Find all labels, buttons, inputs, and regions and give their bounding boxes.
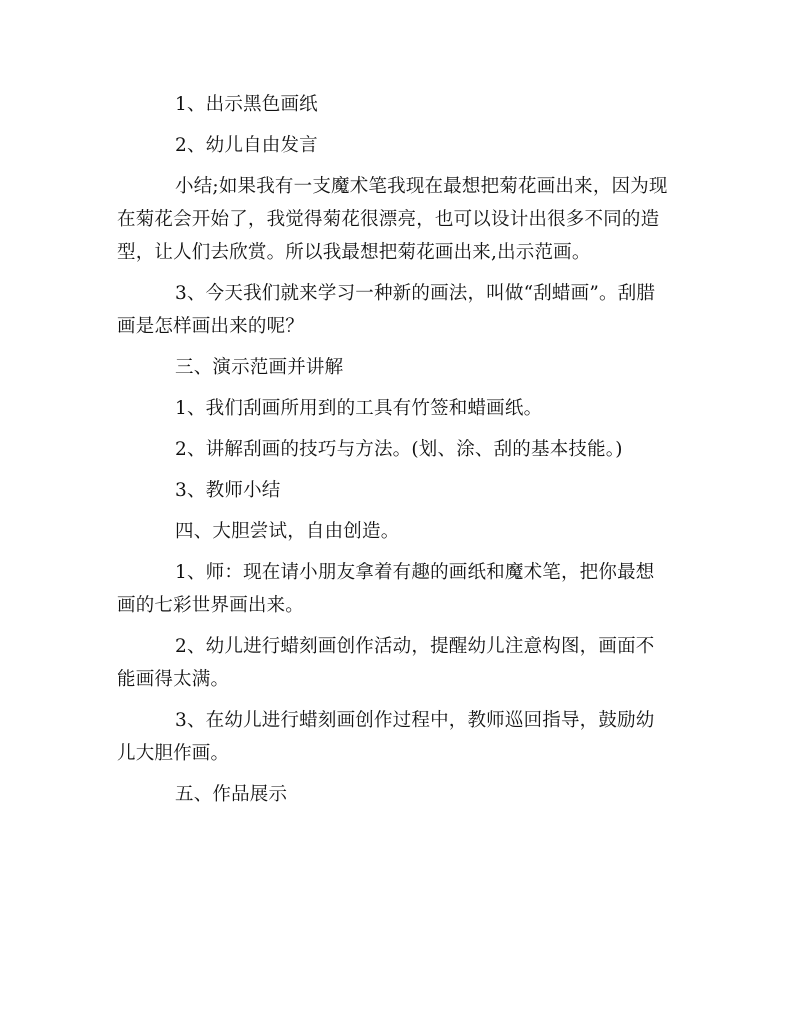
paragraph-teacher-instruction: 1、师：现在请小朋友拿着有趣的画纸和魔术笔，把你最想画的七彩世界画出来。 [117,562,655,616]
paragraph-new-method: 3、今天我们就来学习一种新的画法，叫做“刮蜡画”。刮腊画是怎样画出来的呢？ [117,283,656,337]
spacer [117,384,672,392]
paragraph-show-black-paper: 1、出示黑色画纸 [175,94,318,115]
paragraph-summary: 小结;如果我有一支魔术笔我现在最想把菊花画出来，因为现在菊花会开始了，我觉得菊花很漂亮，也可以设计出很多不同的造型，让人们去欣赏。所以我最想把菊花画出来,出示范画。 [117,176,668,263]
section-heading-demo: 三、演示范画并讲解 [175,357,344,378]
spacer [117,121,672,129]
spacer [117,507,672,515]
spacer [117,425,672,433]
paragraph-tools: 1、我们刮画所用到的工具有竹签和蜡画纸。 [175,398,543,419]
section-heading-try: 四、大胆尝试，自由创造。 [175,521,400,542]
paragraph-children-speak: 2、幼儿自由发言 [175,135,318,156]
spacer [117,548,672,556]
spacer [117,696,672,704]
paragraph-teacher-summary: 3、教师小结 [175,480,281,501]
spacer [117,162,672,170]
spacer [117,622,672,630]
document-body [117,88,672,811]
paragraph-techniques: 2、讲解刮画的技巧与方法。(划、涂、刮的基本技能。) [175,439,623,460]
spacer [117,269,672,277]
spacer [117,343,672,351]
paragraph-creation-activity: 2、幼儿进行蜡刻画创作活动，提醒幼儿注意构图，画面不能画得太满。 [117,636,655,690]
spacer [117,466,672,474]
spacer [117,770,672,778]
section-heading-showcase: 五、作品展示 [175,784,288,805]
paragraph-teacher-guidance: 3、在幼儿进行蜡刻画创作过程中，教师巡回指导，鼓励幼儿大胆作画。 [117,710,655,764]
